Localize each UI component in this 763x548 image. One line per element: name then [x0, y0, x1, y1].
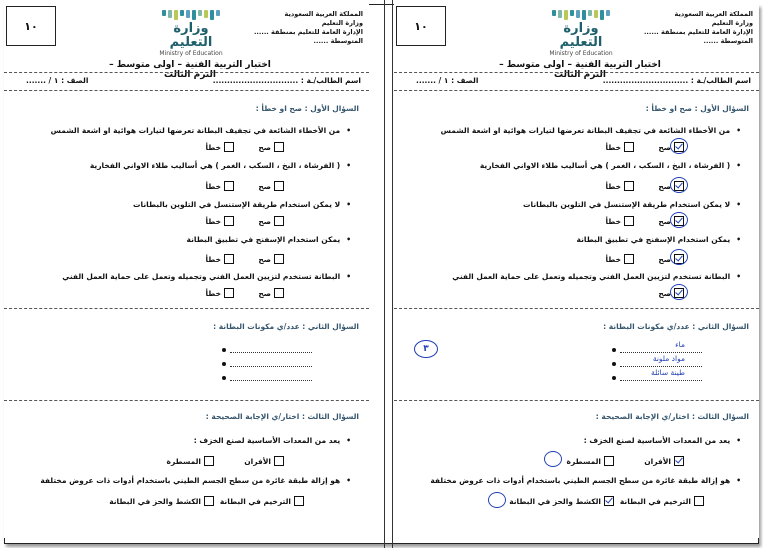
logo-bar [168, 10, 172, 18]
handwritten-answer: مواد ملونة [652, 354, 685, 363]
q1-4: •يمكن استخدام الإسفنج في تطبيق البطانة [576, 235, 741, 244]
true-option[interactable]: صح [258, 288, 284, 298]
handwritten-answer: طينة سائلة [650, 368, 685, 377]
q3-2-options [109, 496, 304, 508]
q3-1-options [166, 456, 284, 468]
circle-mark-icon [670, 249, 688, 265]
section1-title: السؤال الأول : صح او خطأ : [255, 104, 359, 113]
circle-mark-icon [670, 138, 688, 154]
q1-5: •البطانة تستخدم لتزيين العمل الفني وتجميله وتعمل على حماية العمل الفني [62, 272, 351, 281]
q3-1: •يعد من المعدات الأساسية لصنع الخزف : [583, 436, 741, 445]
q3-2-options [509, 496, 704, 508]
checkbox[interactable] [224, 142, 234, 152]
q1-1: •من الأخطاء الشائعة في تجفيف البطانة تعرضها لتيارات هوائية او اشعة الشمس [440, 126, 741, 135]
q1-3: •لا يمكن استخدام طريقة الإستنسل في التلوين بالبطانات [133, 200, 351, 209]
answered-exam-sheet [394, 4, 759, 538]
separator [394, 90, 759, 91]
true-option[interactable]: صح [658, 181, 684, 191]
answer-line[interactable] [222, 374, 312, 381]
logo-bar [204, 10, 208, 18]
false-option[interactable]: خطأ [605, 216, 634, 226]
circle-mark-icon [544, 451, 562, 467]
option-2[interactable]: المسطرة [567, 456, 614, 466]
true-option[interactable]: صح [658, 288, 684, 298]
true-option[interactable]: صح [258, 142, 284, 152]
separator [394, 308, 759, 309]
logo-bar [558, 10, 562, 18]
option-1[interactable]: الأفران [644, 456, 684, 466]
grade-box: ١٠ [396, 6, 446, 46]
school-header: المملكة العربية السعودية وزارة التعليم الإدارة العامة للتعليم بمنطقة ...... المتوسطة ...... [253, 10, 363, 45]
option-1[interactable]: الترخيم في البطانة [220, 496, 304, 506]
q1-2: •( الفرشاة ، البخ ، السكب ، الغمر ) هي أساليب طلاء الاواني الفخارية [479, 161, 741, 170]
q1-3: •لا يمكن استخدام طريقة الإستنسل في التلوين بالبطانات [523, 200, 741, 209]
logo-bar [198, 10, 202, 16]
separator [4, 400, 369, 401]
logo-bar [564, 10, 568, 20]
circle-mark-icon [670, 284, 688, 300]
exam-title: اختبار التربية الفنية – اولى متوسط – الترم الثالث [109, 60, 271, 80]
q3-2: •هو إزالة طبقة غائرة من سطح الجسم الطيني باستخدام أدوات ذات عروض مختلفة [430, 476, 741, 485]
blank-exam-sheet [4, 4, 369, 538]
false-option[interactable]: خطأ [605, 254, 634, 264]
logo-bar [162, 10, 166, 16]
name-label: اسم الطالب/ـة : .............................. [602, 76, 751, 85]
answer-line[interactable] [222, 346, 312, 353]
q1-4-options [204, 254, 284, 266]
answer-line[interactable] [222, 360, 312, 367]
true-option[interactable]: صح [258, 181, 284, 191]
section2-title: السؤال الثاني : عدد/ي مكونات البطانة : [213, 322, 359, 331]
page-divider [384, 0, 385, 548]
answer-line[interactable] [612, 346, 702, 353]
exam-title: اختبار التربية الفنية – اولى متوسط – الترم الثالث [499, 60, 661, 80]
true-option[interactable]: صح [658, 216, 684, 226]
page-divider [392, 0, 393, 548]
q1-1: •من الأخطاء الشائعة في تجفيف البطانة تعرضها لتيارات هوائية او اشعة الشمس [50, 126, 351, 135]
logo-bar [192, 10, 196, 20]
logo-bar [552, 10, 556, 16]
q1-3-options [204, 216, 284, 228]
logo-bar [600, 10, 604, 20]
logo-bar [180, 10, 184, 16]
option-2[interactable]: الكشط والحز في البطانة [109, 496, 214, 506]
q1-5-options [204, 288, 284, 300]
circle-mark-icon [670, 177, 688, 193]
q1-4: •يمكن استخدام الإسفنج في تطبيق البطانة [186, 235, 351, 244]
name-row [4, 74, 369, 88]
separator [394, 72, 759, 73]
separator [4, 90, 369, 91]
q1-5: •البطانة تستخدم لتزيين العمل الفني وتجميله وتعمل على حماية العمل الفني [452, 272, 741, 281]
false-option[interactable]: خطأ [205, 216, 234, 226]
q3-2: •هو إزالة طبقة غائرة من سطح الجسم الطيني باستخدام أدوات ذات عروض مختلفة [40, 476, 351, 485]
true-option[interactable]: صح [258, 254, 284, 264]
section3-title: السؤال الثالث : اختار/ي الإجابة الصحيحة : [205, 412, 359, 421]
checkbox[interactable] [274, 142, 284, 152]
separator [4, 72, 369, 73]
logo-bar [606, 10, 610, 16]
name-label: اسم الطالب/ـة : .............................. [212, 76, 361, 85]
class-label: الصف : ١ / ....... [416, 76, 479, 85]
logo-bar [576, 10, 580, 18]
false-option[interactable]: خطأ [205, 181, 234, 191]
logo-bar [186, 10, 190, 18]
false-option[interactable]: خطأ [605, 181, 634, 191]
q1-1-options [204, 142, 284, 154]
true-option[interactable]: صح [658, 142, 684, 152]
school-header: المملكة العربية السعودية وزارة التعليم الإدارة العامة للتعليم بمنطقة ...... المتوسطة ...... [643, 10, 753, 45]
logo-icon [152, 10, 230, 20]
q3-1-options [566, 456, 684, 468]
handwritten-answer: ماء [675, 340, 685, 349]
section2-title: السؤال الثاني : عدد/ي مكونات البطانة : [603, 322, 749, 331]
logo-bar [570, 10, 574, 16]
logo-bar [174, 10, 178, 20]
false-option[interactable]: خطأ [605, 142, 634, 152]
logo-icon [542, 10, 620, 20]
separator [4, 308, 369, 309]
false-option[interactable]: خطأ [205, 288, 234, 298]
option-2[interactable]: المسطرة [167, 456, 214, 466]
true-option[interactable]: صح [258, 216, 284, 226]
logo-bar [210, 10, 214, 20]
true-option[interactable]: صح [658, 254, 684, 264]
score-mark: ٣ [414, 340, 438, 358]
name-row [394, 74, 759, 88]
grade-box: ١٠ [6, 6, 56, 46]
class-label: الصف : ١ / ....... [26, 76, 89, 85]
logo-bar [588, 10, 592, 16]
circle-mark-icon [670, 212, 688, 228]
section1-title: السؤال الأول : صح او خطأ : [645, 104, 749, 113]
ministry-logo: وزارة التعليم Ministry of Education [152, 8, 230, 50]
q3-1: •يعد من المعدات الأساسية لصنع الخزف : [193, 436, 351, 445]
q1-2-options [204, 181, 284, 193]
logo-bar [594, 10, 598, 18]
false-option[interactable]: خطأ [205, 142, 234, 152]
section3-title: السؤال الثالث : اختار/ي الإجابة الصحيحة : [595, 412, 749, 421]
logo-bar [582, 10, 586, 20]
q1-2: •( الفرشاة ، البخ ، السكب ، الغمر ) هي أساليب طلاء الاواني الفخارية [89, 161, 351, 170]
option-1[interactable]: الأفران [244, 456, 284, 466]
option-2[interactable]: الكشط والحز في البطانة [509, 496, 614, 506]
separator [394, 400, 759, 401]
false-option[interactable]: خطأ [205, 254, 234, 264]
ministry-logo: وزارة التعليم Ministry of Education [542, 8, 620, 50]
logo-bar [216, 10, 220, 16]
option-1[interactable]: الترخيم في البطانة [620, 496, 704, 506]
circle-mark-icon [488, 492, 506, 508]
